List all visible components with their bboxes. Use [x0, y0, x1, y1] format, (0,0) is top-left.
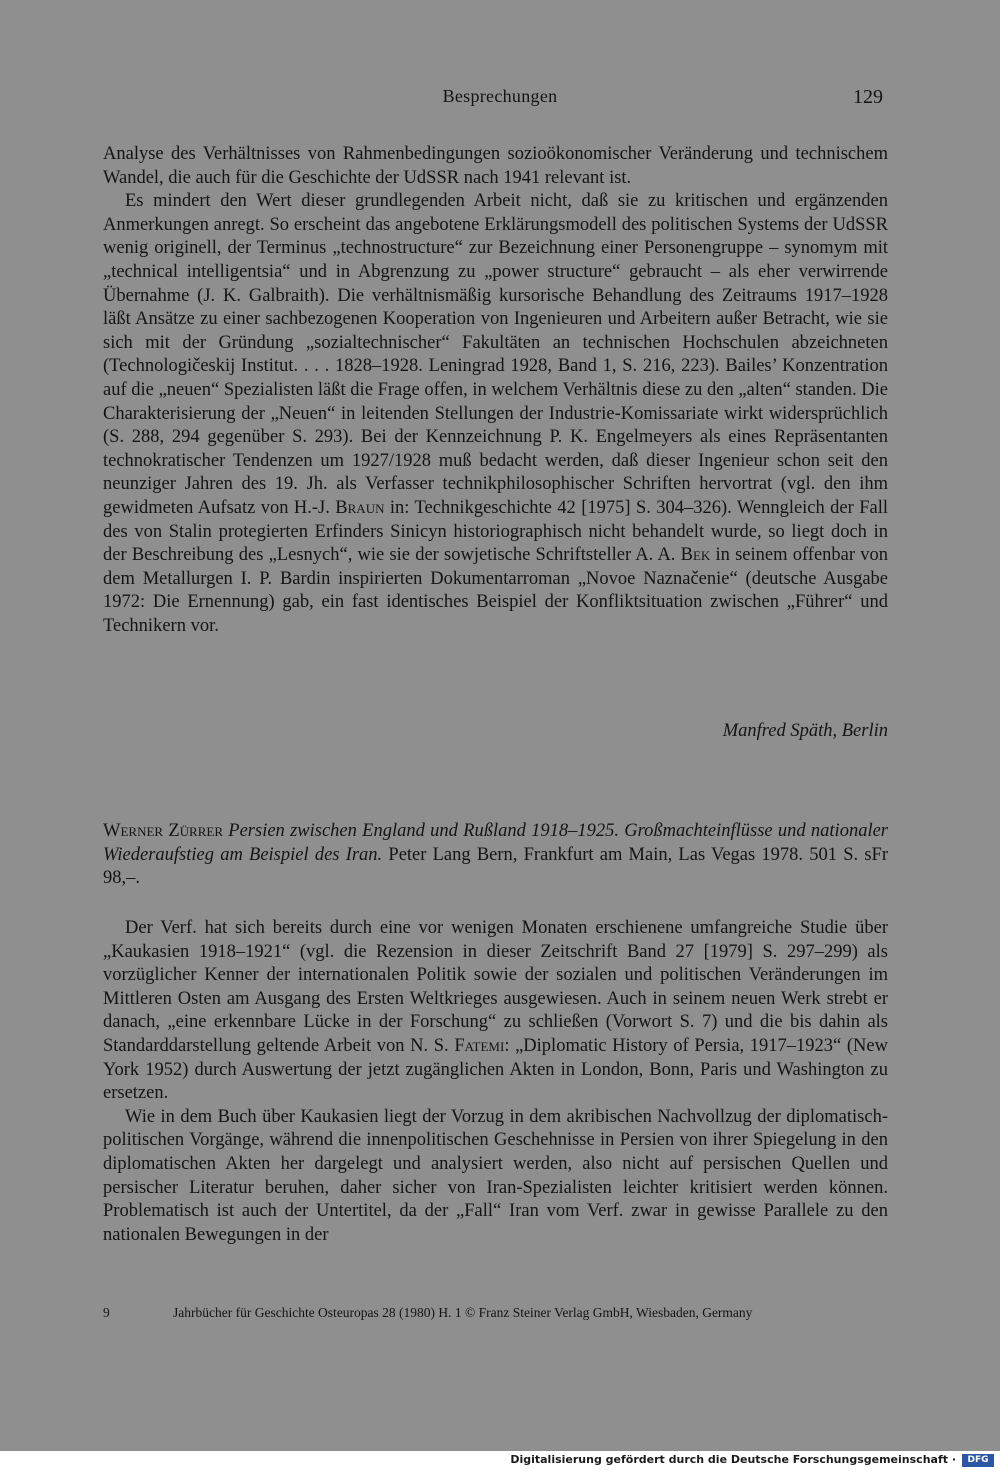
bibliographic-entry [103, 820, 888, 891]
review-2-paragraph-1-text: Der Verf. hat sich bereits durch eine vor wenigen Monaten erschienene umfangreiche Studie über „Kaukasien 1918–1921“ (vgl. die Rezension in dieser Zeitschrift Band 27 [1979] S. 297–299) als vorzüglicher Kenner der internationalen Politik sowie der sozialen und politischen Veränderungen im Mittleren Osten am Ausgang des Ersten Weltkrieges ausgewiesen. Auch in seinem neuen Werk strebt er danach, „eine erkennbare Lücke in der Forschung“ zu schließen (Vorwort S. 7) und die bis dahin als Standarddarstellung geltende Arbeit von N. S. [103, 918, 888, 1056]
author-name-braun: Braun [335, 497, 385, 518]
review-2-bibliography [103, 820, 888, 891]
dfg-footer-bar [0, 1451, 1000, 1470]
author-name-fatemi: Fatemi [454, 1035, 505, 1056]
page-number: 129 [853, 86, 883, 108]
review-1-paragraph-1: Analyse des Verhältnisses von Rahmenbedingungen sozioökonomischer Veränderung und technischem Wandel, die auch für die Geschichte der UdSSR nach 1941 relevant ist. [103, 144, 888, 188]
running-header: Besprechungen [442, 86, 558, 106]
review-1-paragraph-2 [103, 190, 888, 638]
dfg-logo-icon: DFG [962, 1454, 994, 1467]
review-2-body [103, 917, 888, 1247]
review-1-paragraph-2-cont: in: Technikgeschichte 42 [1975] S. 304–326). Wenngleich der Fall des von Stalin protegierten Erfinders Sinicyn historiographisch nicht behandelt wurde, so liegt doch in der Beschreibung des „Lesnych“, wie sie der sowjetische Schriftsteller A. A. [103, 497, 888, 566]
dfg-funding-note: Digitalisierung gefördert durch die Deutsche Forschungsgemeinschaft · [510, 1453, 956, 1466]
review-1-paragraph-2-end: in seinem offenbar von dem Metallurgen I. P. Bardin inspirierten Dokumentarroman „Novoe Naznačenie“ (deutsche Ausgabe 1972: Die Ernennung) gab, ein fast identisches Beispiel der Konfliktsituation zwischen „Führer“ und Technikern vor. [103, 545, 888, 636]
author-name-bek: Bek [680, 545, 711, 566]
review-1-body [103, 143, 888, 638]
review-2-author: Werner Zürrer [103, 821, 223, 841]
review-1-paragraph-2-text: Es mindert den Wert dieser grundlegenden Arbeit nicht, daß sie zu kritischen und ergänzenden Anmerkungen anregt. So erscheint das angebotene Erklärungsmodell des politischen Systems der UdSSR wenig originell, der Terminus „technostructure“ zur Bezeichnung einer Personengruppe – synomym mit „technical intelligentsia“ und in Abgrenzung zu „power structure“ gebraucht – als eher verwirrende Übernahme (J. K. Galbraith). Die verhältnismäßig kursorische Behandlung des Zeitraums 1917–1928 läßt Ansätze zu einer sachbezogenen Kooperation von Ingenieuren und Arbeitern außer Betracht, wie sie sich mit der Gründung „sozialtechnischer“ Fakultäten an technischen Hochschulen abzeichneten (Technologičeskij Institut. . . . 1828–1928. Leningrad 1928, Band 1, S. 216, 223). Bailes’ Konzentration auf die „neuen“ Spezialisten läßt die Frage offen, in welchem Verhältnis diese zu den „alten“ standen. Die Charakterisierung der „Neuen“ in leitenden Stellungen der Industrie-Komissariate wirkt widersprüchlich (S. 288, 294 gegenüber S. 293). Bei der Kennzeichnung P. K. Engelmeyers als eines Repräsentanten technokratischer Tendenzen um 1927/1928 muß bedacht werden, daß dieser Ingenieur schon seit den neunziger Jahren des 19. Jh. als Verfasser technikphilosophischer Schriften hervortrat (vgl. den ihm gewidmeten Aufsatz von H.-J. [103, 191, 888, 518]
review-2-book-title: Persien zwischen England und Rußland 1918–1925. Großmachteinflüsse und nationaler Wiederaufstieg am Beispiel des Iran. [103, 821, 888, 865]
review-2-paragraph-1-end: : „Diplomatic History of Persia, 1917–1923“ (New York 1952) durch Auswertung der jetzt zugänglichen Akten in London, Bonn, Paris und Washington zu ersetzen. [103, 1035, 888, 1104]
signature-number: 9 [103, 1305, 110, 1320]
review-2-publication: Peter Lang Bern, Frankfurt am Main, Las Vegas 1978. 501 S. sFr 98,–. [103, 844, 888, 889]
review-2-paragraph-2: Wie in dem Buch über Kaukasien liegt der Vorzug in dem akribischen Nachvollzug der diplomatisch-politischen Vorgänge, während die innenpolitischen Geschehnisse in Persien von ihrer Spiegelung in den diplomatischen Akten her dargelegt und analysiert werden, also nicht auf persischen Quellen und persischer Literatur beruhen, daher sicher von Iran-Spezialisten leichter kritisiert werden können. Problematisch ist auch der Untertitel, da der „Fall“ Iran vom Verf. zwar in gewisse Parallele zu den nationalen Bewegungen in der [103, 1106, 888, 1245]
page-footer [103, 1305, 752, 1321]
review-2-paragraph-1 [103, 917, 888, 1106]
journal-imprint: Jahrbücher für Geschichte Osteuropas 28 (1980) H. 1 © Franz Steiner Verlag GmbH, Wiesbaden, Germany [173, 1305, 753, 1320]
review-1-signature: Manfred Späth, Berlin [722, 721, 888, 741]
